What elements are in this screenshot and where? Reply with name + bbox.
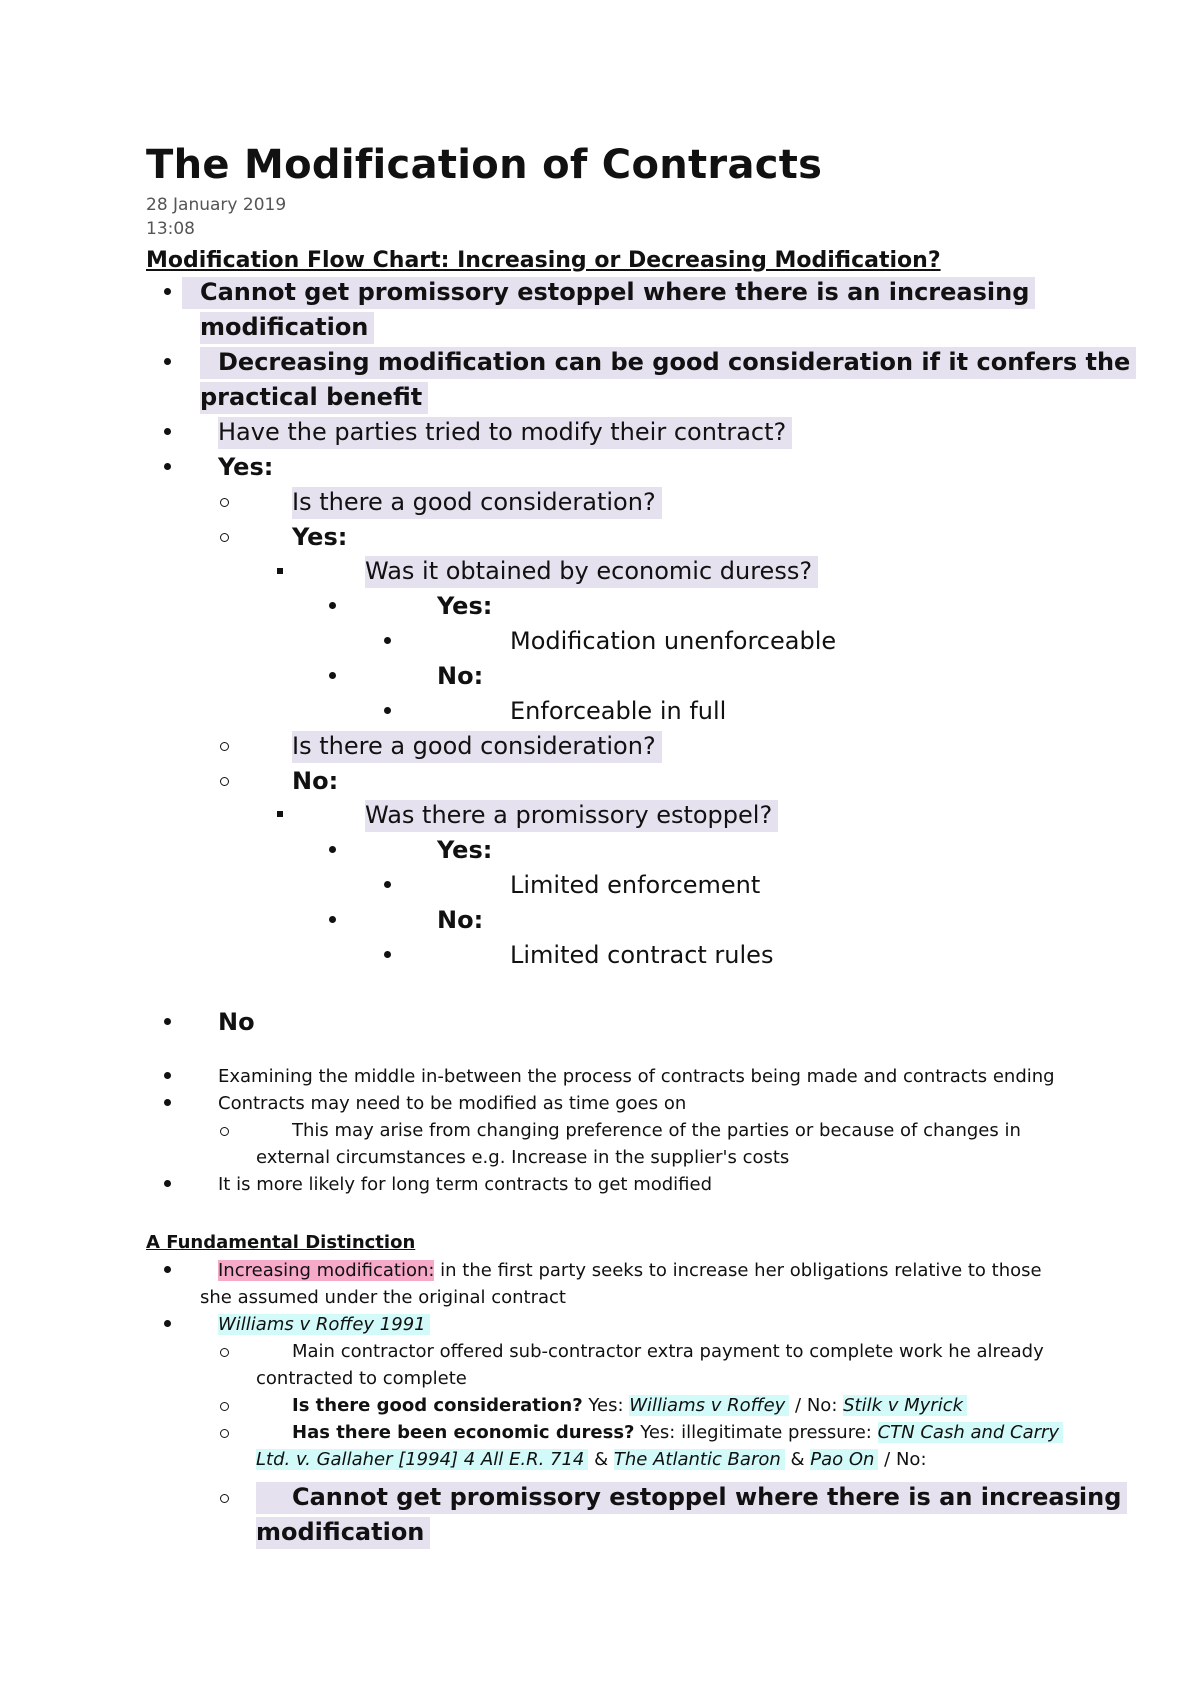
bullet-circle: [220, 1494, 229, 1503]
bullet-square: [277, 568, 283, 574]
flowchart-heading: Modification Flow Chart: Increasing or Decreasing Modification?: [146, 248, 941, 273]
bullet-dot: [329, 846, 336, 853]
list-item-continuation: modification: [200, 313, 374, 341]
sub-item: Main contractor offered sub-contractor extra payment to complete work he already: [292, 1341, 1044, 1362]
bullet-circle: [220, 742, 229, 751]
note-item-continuation: external circumstances e.g. Increase in the supplier's costs: [256, 1147, 790, 1168]
list-item: No:: [292, 767, 339, 795]
list-item: Yes:: [437, 592, 493, 620]
list-item: Cannot get promissory estoppel where there is an increasing: [200, 278, 1035, 306]
bullet-dot: [164, 1320, 171, 1327]
list-item: Modification unenforceable: [510, 627, 837, 655]
bullet-dot: [164, 1018, 171, 1025]
bullet-square: [277, 811, 283, 817]
list-item: Was there a promissory estoppel?: [365, 801, 778, 829]
list-item: No: [218, 1008, 255, 1036]
list-item: Limited enforcement: [510, 871, 761, 899]
list-item: Is there a good consideration?: [292, 488, 662, 516]
list-item: Is there a good consideration?: [292, 732, 662, 760]
page-time: 13:08: [146, 219, 195, 239]
bullet-dot: [164, 1099, 171, 1106]
bullet-dot: [329, 672, 336, 679]
list-item: No:: [437, 662, 484, 690]
sub-item: Is there good consideration? Yes: Williams v Roffey / No: Stilk v Myrick: [292, 1395, 967, 1416]
bullet-circle: [220, 498, 229, 507]
list-item: Yes:: [437, 836, 493, 864]
note-item: It is more likely for long term contracts to get modified: [218, 1174, 713, 1195]
list-item: Enforceable in full: [510, 697, 727, 725]
sub-item-continuation: Ltd. v. Gallaher [1994] 4 All E.R. 714 & The Atlantic Baron & Pao On / No:: [256, 1449, 927, 1470]
bullet-circle: [220, 1402, 229, 1411]
list-item: Increasing modification: in the first party seeks to increase her obligations relative to those: [218, 1260, 1042, 1281]
note-item: Contracts may need to be modified as time goes on: [218, 1093, 687, 1114]
bullet-circle: [220, 533, 229, 542]
bullet-circle: [220, 1348, 229, 1357]
sub-item-continuation: modification: [256, 1518, 430, 1546]
list-item: Yes:: [218, 453, 274, 481]
distinction-heading: A Fundamental Distinction: [146, 1232, 416, 1253]
bullet-dot: [329, 602, 336, 609]
page-date: 28 January 2019: [146, 195, 287, 215]
list-item: Limited contract rules: [510, 941, 774, 969]
bullet-dot: [164, 428, 171, 435]
case-name: Williams v Roffey 1991: [218, 1314, 430, 1335]
bullet-dot: [164, 1072, 171, 1079]
bullet-dot: [384, 637, 391, 644]
bullet-circle: [220, 1127, 229, 1136]
list-item: No:: [437, 906, 484, 934]
bullet-dot: [164, 1180, 171, 1187]
sub-item: Cannot get promissory estoppel where there is an increasing: [292, 1483, 1127, 1511]
bullet-dot: [164, 358, 171, 365]
list-item: Yes:: [292, 523, 348, 551]
note-item: Examining the middle in-between the process of contracts being made and contracts ending: [218, 1066, 1055, 1087]
bullet-dot: [164, 1266, 171, 1273]
bullet-dot: [164, 463, 171, 470]
bullet-dot: [384, 951, 391, 958]
list-item-continuation: she assumed under the original contract: [200, 1287, 566, 1308]
bullet-dot: [164, 288, 171, 295]
bullet-dot: [329, 916, 336, 923]
bullet-dot: [384, 881, 391, 888]
bullet-dot: [384, 707, 391, 714]
list-item: Was it obtained by economic duress?: [365, 557, 818, 585]
bullet-circle: [220, 1429, 229, 1438]
note-item: This may arise from changing preference of the parties or because of changes in: [292, 1120, 1021, 1141]
list-item: Decreasing modification can be good consideration if it confers the: [218, 348, 1136, 376]
sub-item: Has there been economic duress? Yes: illegitimate pressure: CTN Cash and Carry: [292, 1422, 1063, 1443]
bullet-circle: [220, 777, 229, 786]
page-title: The Modification of Contracts: [146, 142, 823, 188]
sub-item-continuation: contracted to complete: [256, 1368, 467, 1389]
list-item: Have the parties tried to modify their contract?: [218, 418, 792, 446]
list-item-continuation: practical benefit: [200, 383, 428, 411]
